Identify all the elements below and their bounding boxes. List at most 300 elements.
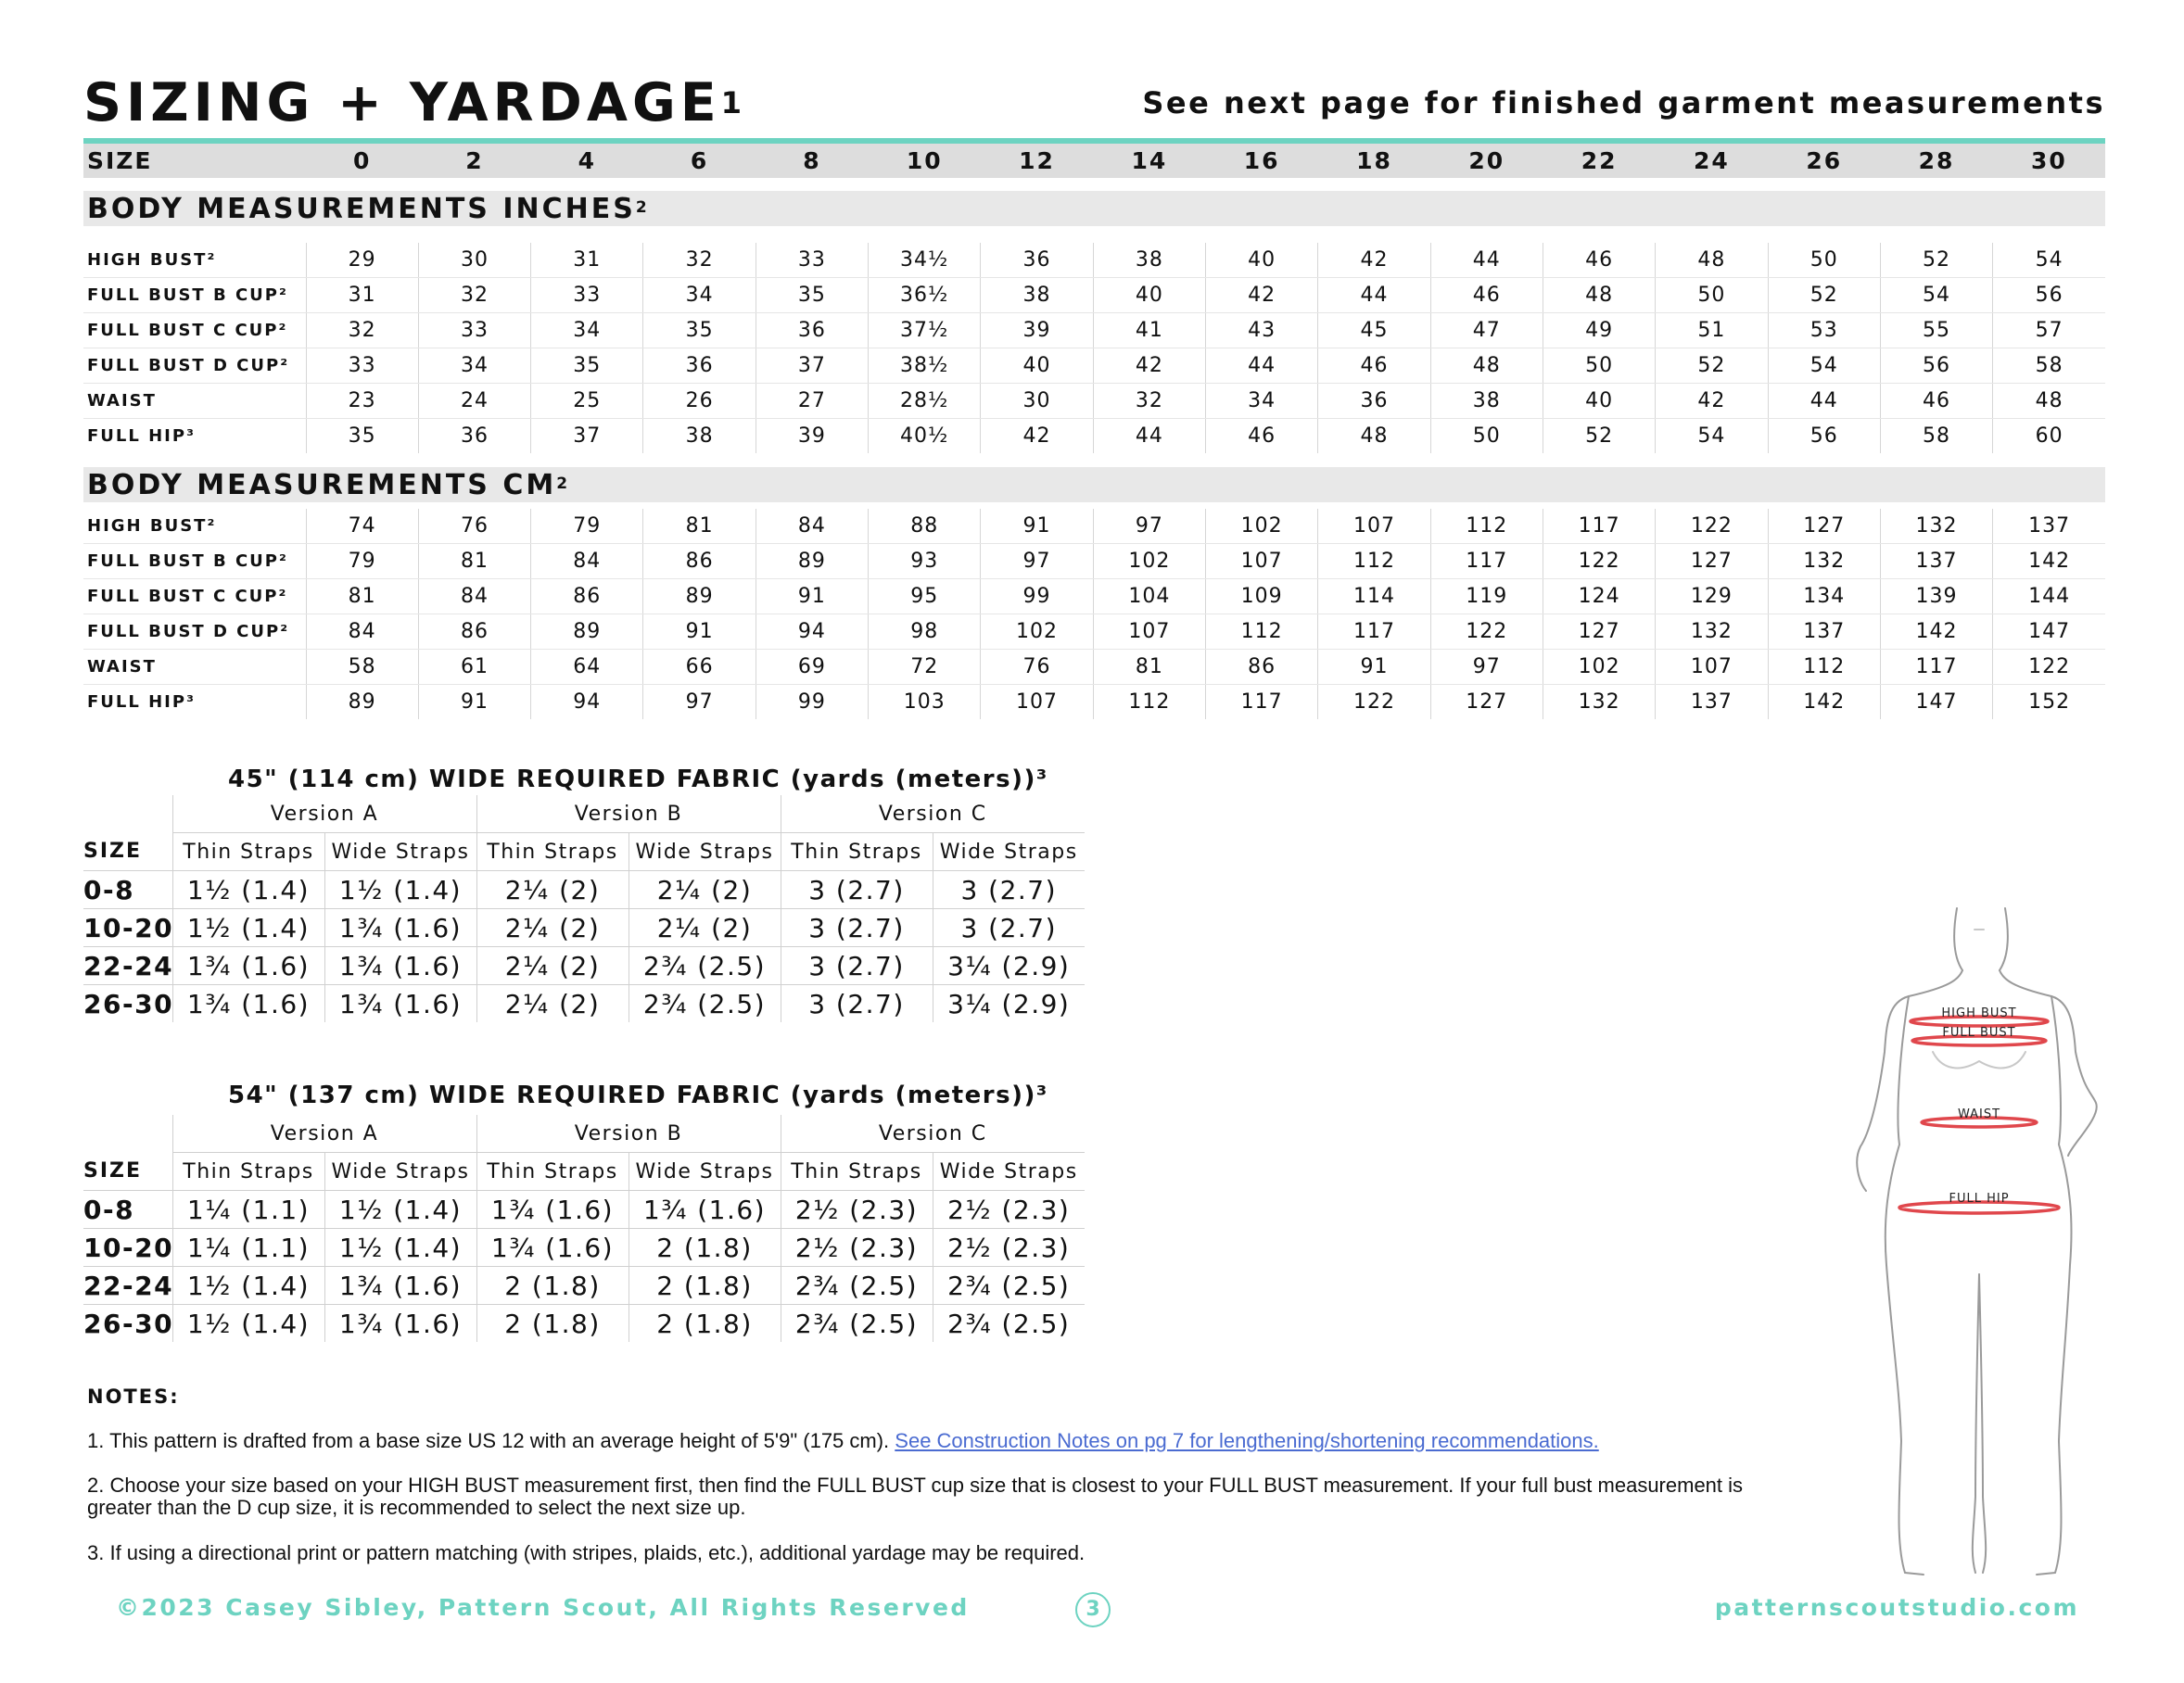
measurement-cell: 137 [1656, 685, 1768, 720]
fabric-size-label: 26-30 [83, 1308, 174, 1339]
strap-header-row [83, 833, 1085, 871]
measurement-cell: 40 [981, 348, 1093, 384]
measurement-cell: 91 [643, 614, 756, 650]
measurement-cell: 66 [643, 650, 756, 685]
fabric54-title: 54" (137 cm) WIDE REQUIRED FABRIC (yards (meters))³ [228, 1082, 1048, 1109]
measurement-cell: 48 [1430, 348, 1543, 384]
measurement-cell: 27 [756, 384, 868, 419]
measurement-cell: 56 [1768, 419, 1880, 454]
fabric54-table [83, 1115, 1085, 1342]
fabric-cell: 1½ (1.4) [172, 909, 324, 947]
measurement-row [83, 614, 2105, 650]
measurement-cell: 81 [643, 509, 756, 544]
measurement-cell: 34 [531, 313, 643, 348]
measurement-cell: 89 [531, 614, 643, 650]
measurement-cell: 84 [418, 579, 530, 614]
measurement-label: WAIST [83, 650, 306, 685]
measurement-cell: 91 [1318, 650, 1430, 685]
measurement-cell: 114 [1318, 579, 1430, 614]
measurement-cell: 88 [869, 509, 981, 544]
measurement-cell: 89 [756, 544, 868, 579]
high-bust-label: HIGH BUST [1941, 1006, 2017, 1020]
measurement-cell: 44 [1206, 348, 1318, 384]
fabric-cell: 2¾ (2.5) [629, 947, 781, 985]
version-header: Version A [172, 795, 476, 833]
measurement-cell: 58 [1993, 348, 2105, 384]
measurement-cell: 122 [1656, 509, 1768, 544]
fabric-row [83, 985, 1085, 1023]
measurement-cell: 54 [1880, 278, 1992, 313]
measurement-cell: 33 [418, 313, 530, 348]
measurement-cell: 53 [1768, 313, 1880, 348]
measurement-cell: 132 [1656, 614, 1768, 650]
measurement-cell: 48 [1318, 419, 1430, 454]
measurement-row [83, 313, 2105, 348]
fabric-size-label: 22-24 [83, 947, 172, 985]
construction-notes-link[interactable]: See Construction Notes on pg 7 for lengthening/shortening recommendations. [895, 1429, 1599, 1452]
measurement-cell: 52 [1656, 348, 1768, 384]
version-header-row [83, 1115, 1085, 1153]
measurement-cell: 52 [1880, 243, 1992, 278]
measurement-cell: 132 [1768, 544, 1880, 579]
measurement-cell: 107 [1093, 614, 1205, 650]
note-3: 3. If using a directional print or pattern matching (with stripes, plaids, etc.), additional yardage may be required. [87, 1541, 1086, 1564]
size-header-cell: 30 [1993, 144, 2105, 178]
measurement-label: FULL BUST D CUP² [83, 348, 306, 384]
fabric-cell: 3 (2.7) [933, 871, 1085, 909]
measurement-cell: 37 [531, 419, 643, 454]
measurement-cell: 46 [1430, 278, 1543, 313]
fabric-cell: 1¾ (1.6) [324, 909, 476, 947]
fabric-cell: 2 (1.8) [629, 1229, 781, 1267]
fabric-cell: 3 (2.7) [781, 947, 933, 985]
fabric-cell: 2½ (2.3) [781, 1191, 933, 1229]
measurement-cell: 117 [1430, 544, 1543, 579]
measurement-row [83, 509, 2105, 544]
measurement-cell: 91 [418, 685, 530, 720]
measurement-cell: 97 [981, 544, 1093, 579]
fabric-cell: 2¼ (2) [629, 909, 781, 947]
measurement-cell: 55 [1880, 313, 1992, 348]
fabric-cell: 2¼ (2) [476, 909, 629, 947]
measurement-cell: 40 [1206, 243, 1318, 278]
fabric-row [83, 909, 1085, 947]
measurement-label: FULL BUST C CUP² [83, 579, 306, 614]
measurement-cell: 84 [531, 544, 643, 579]
measurement-cell: 50 [1430, 419, 1543, 454]
size-header-cell: 22 [1543, 144, 1655, 178]
fabric-cell: 2 (1.8) [629, 1305, 781, 1343]
fabric-cell: 2¼ (2) [629, 871, 781, 909]
version-header-row [83, 795, 1085, 833]
measurement-cell: 29 [306, 243, 418, 278]
strap-header: Thin Straps [476, 1153, 629, 1191]
fabric-cell: 2¾ (2.5) [629, 985, 781, 1023]
fabric-row [83, 1267, 1085, 1305]
version-header: Version B [476, 795, 781, 833]
measurement-cell: 44 [1430, 243, 1543, 278]
measurement-cell: 122 [1318, 685, 1430, 720]
full-bust-label: FULL BUST [1942, 1026, 2016, 1040]
measurement-cell: 41 [1093, 313, 1205, 348]
measurement-cell: 28½ [869, 384, 981, 419]
measurement-cell: 122 [1430, 614, 1543, 650]
measurement-cell: 91 [756, 579, 868, 614]
measurement-row [83, 579, 2105, 614]
measurement-cell: 50 [1656, 278, 1768, 313]
measurement-cell: 39 [756, 419, 868, 454]
fabric-cell: 2¾ (2.5) [781, 1267, 933, 1305]
measurement-cell: 112 [1430, 509, 1543, 544]
measurement-cell: 33 [756, 243, 868, 278]
fabric-row [83, 1305, 1085, 1343]
measurement-cell: 30 [981, 384, 1093, 419]
fabric-cell: 2 (1.8) [476, 1267, 629, 1305]
size-column-header: SIZE [83, 1153, 172, 1191]
measurement-cell: 48 [1543, 278, 1655, 313]
measurement-cell: 107 [1206, 544, 1318, 579]
measurement-cell: 42 [1093, 348, 1205, 384]
notes-title: NOTES: [87, 1386, 180, 1408]
size-header-table [83, 144, 2105, 178]
size-header-cell: 24 [1656, 144, 1768, 178]
fabric-row [83, 871, 1085, 909]
measurement-label: FULL HIP³ [87, 426, 196, 446]
measurement-row [83, 384, 2105, 419]
measurement-cell: 25 [531, 384, 643, 419]
measurement-cell: 54 [1656, 419, 1768, 454]
measurement-cell: 40 [1093, 278, 1205, 313]
fabric-row [83, 1191, 1085, 1229]
measurement-label: FULL BUST B CUP² [83, 278, 306, 313]
measurement-cell: 48 [1656, 243, 1768, 278]
fabric-size-label: 0-8 [83, 871, 172, 909]
fabric-size-label: 22-24 [83, 1267, 172, 1305]
strap-header: Thin Straps [781, 1153, 933, 1191]
measurement-cell: 31 [306, 278, 418, 313]
measurement-cell: 147 [1880, 685, 1992, 720]
fabric-cell: 3¼ (2.9) [933, 985, 1085, 1023]
fabric-cell: 1¾ (1.6) [324, 1267, 476, 1305]
measurement-cell: 119 [1430, 579, 1543, 614]
measurement-cell: 44 [1318, 278, 1430, 313]
measurement-cell: 50 [1768, 243, 1880, 278]
fabric-cell: 1¾ (1.6) [476, 1191, 629, 1229]
fabric-cell: 2½ (2.3) [933, 1229, 1085, 1267]
measurement-cell: 54 [1993, 243, 2105, 278]
measurement-cell: 91 [981, 509, 1093, 544]
measurement-cell: 72 [869, 650, 981, 685]
measurement-cell: 139 [1880, 579, 1992, 614]
measurement-label: FULL BUST B CUP² [83, 544, 306, 579]
measurement-cell: 36 [981, 243, 1093, 278]
cm-table [83, 509, 2105, 719]
measurement-cell: 137 [1993, 509, 2105, 544]
measurement-cell: 127 [1768, 509, 1880, 544]
strap-header: Wide Straps [324, 833, 476, 871]
website-link[interactable]: patternscoutstudio.com [1714, 1594, 2079, 1621]
measurement-cell: 38½ [869, 348, 981, 384]
measurement-cell: 64 [531, 650, 643, 685]
measurement-cell: 46 [1318, 348, 1430, 384]
inches-table [83, 243, 2105, 453]
measurement-cell: 107 [981, 685, 1093, 720]
size-column-header: SIZE [83, 833, 172, 871]
measurement-cell: 117 [1543, 509, 1655, 544]
size-header-cell: 14 [1093, 144, 1205, 178]
measurement-cell: 76 [981, 650, 1093, 685]
measurement-cell: 42 [1318, 243, 1430, 278]
measurement-cell: 37½ [869, 313, 981, 348]
fabric-cell: 2½ (2.3) [781, 1229, 933, 1267]
measurement-cell: 23 [306, 384, 418, 419]
size-header-cell: 2 [418, 144, 530, 178]
size-header-cell: 20 [1430, 144, 1543, 178]
measurement-row [83, 650, 2105, 685]
measurement-cell: 102 [981, 614, 1093, 650]
measurement-cell: 32 [643, 243, 756, 278]
measurement-cell: 58 [306, 650, 418, 685]
measurement-cell: 122 [1993, 650, 2105, 685]
fabric-cell: 1¾ (1.6) [476, 1229, 629, 1267]
measurement-cell: 69 [756, 650, 868, 685]
fabric-cell: 1¾ (1.6) [172, 985, 324, 1023]
measurement-row [83, 685, 2105, 720]
measurement-cell: 46 [1543, 243, 1655, 278]
measurement-cell: 94 [756, 614, 868, 650]
fabric-cell: 2¼ (2) [476, 985, 629, 1023]
strap-header-row [83, 1153, 1085, 1191]
measurement-cell: 124 [1543, 579, 1655, 614]
strap-header: Wide Straps [629, 833, 781, 871]
measurement-cell: 152 [1993, 685, 2105, 720]
fabric-cell: 2¾ (2.5) [933, 1267, 1085, 1305]
size-header-cell: 16 [1206, 144, 1318, 178]
measurement-row [83, 278, 2105, 313]
waist-label: WAIST [1957, 1107, 2001, 1121]
measurement-row [83, 419, 2105, 454]
version-header-blank [83, 795, 172, 833]
measurement-cell: 48 [1993, 384, 2105, 419]
measurement-cell: 49 [1543, 313, 1655, 348]
measurement-cell: 142 [1993, 544, 2105, 579]
fabric-cell: 1¾ (1.6) [629, 1191, 781, 1229]
measurement-cell: 34 [643, 278, 756, 313]
measurement-cell: 35 [531, 348, 643, 384]
measurement-cell: 36 [643, 348, 756, 384]
measurement-cell: 147 [1993, 614, 2105, 650]
fabric-size-label: 26-30 [83, 988, 174, 1019]
measurement-cell: 32 [418, 278, 530, 313]
fabric-cell: 3¼ (2.9) [933, 947, 1085, 985]
fabric-cell: 3 (2.7) [781, 909, 933, 947]
measurement-cell: 97 [643, 685, 756, 720]
strap-header: Wide Straps [629, 1153, 781, 1191]
measurement-label: HIGH BUST² [83, 509, 306, 544]
measurement-cell: 61 [418, 650, 530, 685]
measurement-cell: 86 [643, 544, 756, 579]
measurement-cell: 97 [1093, 509, 1205, 544]
fabric-size-label: 10-20 [83, 909, 172, 947]
measurement-label: FULL BUST C CUP² [83, 313, 306, 348]
fabric-cell: 1¼ (1.1) [172, 1191, 324, 1229]
measurement-cell: 33 [306, 348, 418, 384]
measurement-cell: 134 [1768, 579, 1880, 614]
measurement-cell: 102 [1093, 544, 1205, 579]
body-measurement-figure [1840, 904, 2118, 1589]
measurement-cell: 89 [306, 685, 418, 720]
fabric-cell: 2¼ (2) [476, 871, 629, 909]
fabric45-table [83, 795, 1085, 1022]
size-header-cell: 6 [643, 144, 756, 178]
measurement-cell: 33 [531, 278, 643, 313]
page-subtitle: See next page for finished garment measurements [1142, 85, 2105, 120]
measurement-cell: 112 [1206, 614, 1318, 650]
measurement-cell: 54 [1768, 348, 1880, 384]
measurement-cell: 81 [1093, 650, 1205, 685]
measurement-row [83, 544, 2105, 579]
measurement-cell: 44 [1768, 384, 1880, 419]
measurement-cell: 50 [1543, 348, 1655, 384]
fabric-cell: 2 (1.8) [629, 1267, 781, 1305]
measurement-cell: 112 [1768, 650, 1880, 685]
fabric-row [83, 947, 1085, 985]
measurement-cell: 84 [306, 614, 418, 650]
measurement-cell: 35 [306, 419, 418, 454]
measurement-cell: 117 [1880, 650, 1992, 685]
size-header-cell: 0 [306, 144, 418, 178]
measurement-cell: 57 [1993, 313, 2105, 348]
fabric-size-label: 0-8 [83, 1191, 172, 1229]
measurement-cell: 89 [643, 579, 756, 614]
fabric45-title: 45" (114 cm) WIDE REQUIRED FABRIC (yards (meters))³ [228, 766, 1048, 793]
measurement-cell: 24 [418, 384, 530, 419]
measurement-cell: 42 [1206, 278, 1318, 313]
size-header-row [83, 144, 2105, 178]
measurement-cell: 93 [869, 544, 981, 579]
version-header: Version C [781, 1115, 1085, 1153]
version-header-blank [83, 1115, 172, 1153]
measurement-cell: 107 [1656, 650, 1768, 685]
size-header-cell: 4 [531, 144, 643, 178]
measurement-cell: 112 [1093, 685, 1205, 720]
measurement-cell: 37 [756, 348, 868, 384]
size-header-cell: 12 [981, 144, 1093, 178]
measurement-cell: 52 [1543, 419, 1655, 454]
measurement-cell: 95 [869, 579, 981, 614]
measurement-cell: 36 [1318, 384, 1430, 419]
fabric-cell: 2¼ (2) [476, 947, 629, 985]
measurement-row [83, 243, 2105, 278]
measurement-cell: 31 [531, 243, 643, 278]
fabric-cell: 1½ (1.4) [324, 1191, 476, 1229]
measurement-label: FULL BUST D CUP² [83, 614, 306, 650]
size-header-cell: 8 [756, 144, 868, 178]
measurement-cell: 36 [756, 313, 868, 348]
measurement-cell: 56 [1993, 278, 2105, 313]
page-title: SIZING + $YARDAGE^1$ [83, 72, 746, 133]
measurement-cell: 60 [1993, 419, 2105, 454]
measurement-cell: 35 [756, 278, 868, 313]
measurement-cell: 38 [981, 278, 1093, 313]
measurement-cell: 32 [1093, 384, 1205, 419]
fabric-cell: 1½ (1.4) [324, 871, 476, 909]
fabric-cell: 2½ (2.3) [933, 1191, 1085, 1229]
note-2: 2. Choose your size based on your HIGH BUST measurement first, then find the FULL BUST cup size that is closest to your FULL BUST measurement. If your full bust measurement is greater than the D cup size, it is recommended to select the next size up. [87, 1474, 1744, 1519]
size-header-cell: 10 [869, 144, 981, 178]
measurement-cell: 38 [1093, 243, 1205, 278]
measurement-cell: 79 [306, 544, 418, 579]
measurement-cell: 35 [643, 313, 756, 348]
fabric-cell: 1¾ (1.6) [172, 947, 324, 985]
fabric-row [83, 1229, 1085, 1267]
size-header-cell: 28 [1880, 144, 1992, 178]
measurement-cell: 127 [1656, 544, 1768, 579]
measurement-cell: 32 [306, 313, 418, 348]
measurement-cell: 34½ [869, 243, 981, 278]
fabric-cell: 2 (1.8) [476, 1305, 629, 1343]
measurement-cell: 58 [1880, 419, 1992, 454]
measurement-cell: 40 [1543, 384, 1655, 419]
measurement-cell: 127 [1543, 614, 1655, 650]
measurement-cell: 42 [981, 419, 1093, 454]
measurement-cell: 42 [1656, 384, 1768, 419]
fabric-cell: 1½ (1.4) [324, 1229, 476, 1267]
measurement-cell: 30 [418, 243, 530, 278]
measurement-cell: 36 [418, 419, 530, 454]
page-number: 3 [1075, 1592, 1111, 1627]
fabric-cell: 1¼ (1.1) [172, 1229, 324, 1267]
measurement-cell: 39 [981, 313, 1093, 348]
measurement-cell: 47 [1430, 313, 1543, 348]
measurement-cell: 94 [531, 685, 643, 720]
fabric-cell: 1½ (1.4) [172, 1305, 324, 1343]
fabric-cell: 1½ (1.4) [172, 1267, 324, 1305]
measurement-cell: 102 [1206, 509, 1318, 544]
note-1: 1. This pattern is drafted from a base size US 12 with an average height of 5'9" (175 cm). See Construction Notes on pg 7 for lengthening/shortening recommendations. [87, 1429, 1599, 1452]
strap-header: Thin Straps [476, 833, 629, 871]
measurement-cell: 137 [1768, 614, 1880, 650]
measurement-cell: 109 [1206, 579, 1318, 614]
measurement-cell: 99 [981, 579, 1093, 614]
fabric-cell: 2¾ (2.5) [781, 1305, 933, 1343]
fabric-cell: 3 (2.7) [933, 909, 1085, 947]
measurement-cell: 34 [418, 348, 530, 384]
size-header-cell: 18 [1318, 144, 1430, 178]
measurement-cell: 44 [1093, 419, 1205, 454]
measurement-cell: 43 [1206, 313, 1318, 348]
strap-header: Thin Straps [781, 833, 933, 871]
fabric-cell: 1½ (1.4) [172, 871, 324, 909]
strap-header: Wide Straps [933, 1153, 1085, 1191]
measurement-cell: 97 [1430, 650, 1543, 685]
measurement-cell: 84 [756, 509, 868, 544]
measurement-cell: 38 [1430, 384, 1543, 419]
measurement-cell: 34 [1206, 384, 1318, 419]
fabric-cell: 1¾ (1.6) [324, 1305, 476, 1343]
measurement-label: HIGH BUST² [83, 243, 306, 278]
measurement-cell: 86 [531, 579, 643, 614]
version-header: Version B [476, 1115, 781, 1153]
measurement-cell: 76 [418, 509, 530, 544]
measurement-cell: 117 [1206, 685, 1318, 720]
measurement-cell: 26 [643, 384, 756, 419]
measurement-cell: 104 [1093, 579, 1205, 614]
measurement-cell: 36½ [869, 278, 981, 313]
measurement-cell: 52 [1768, 278, 1880, 313]
measurement-cell: 142 [1768, 685, 1880, 720]
measurement-cell: 81 [418, 544, 530, 579]
